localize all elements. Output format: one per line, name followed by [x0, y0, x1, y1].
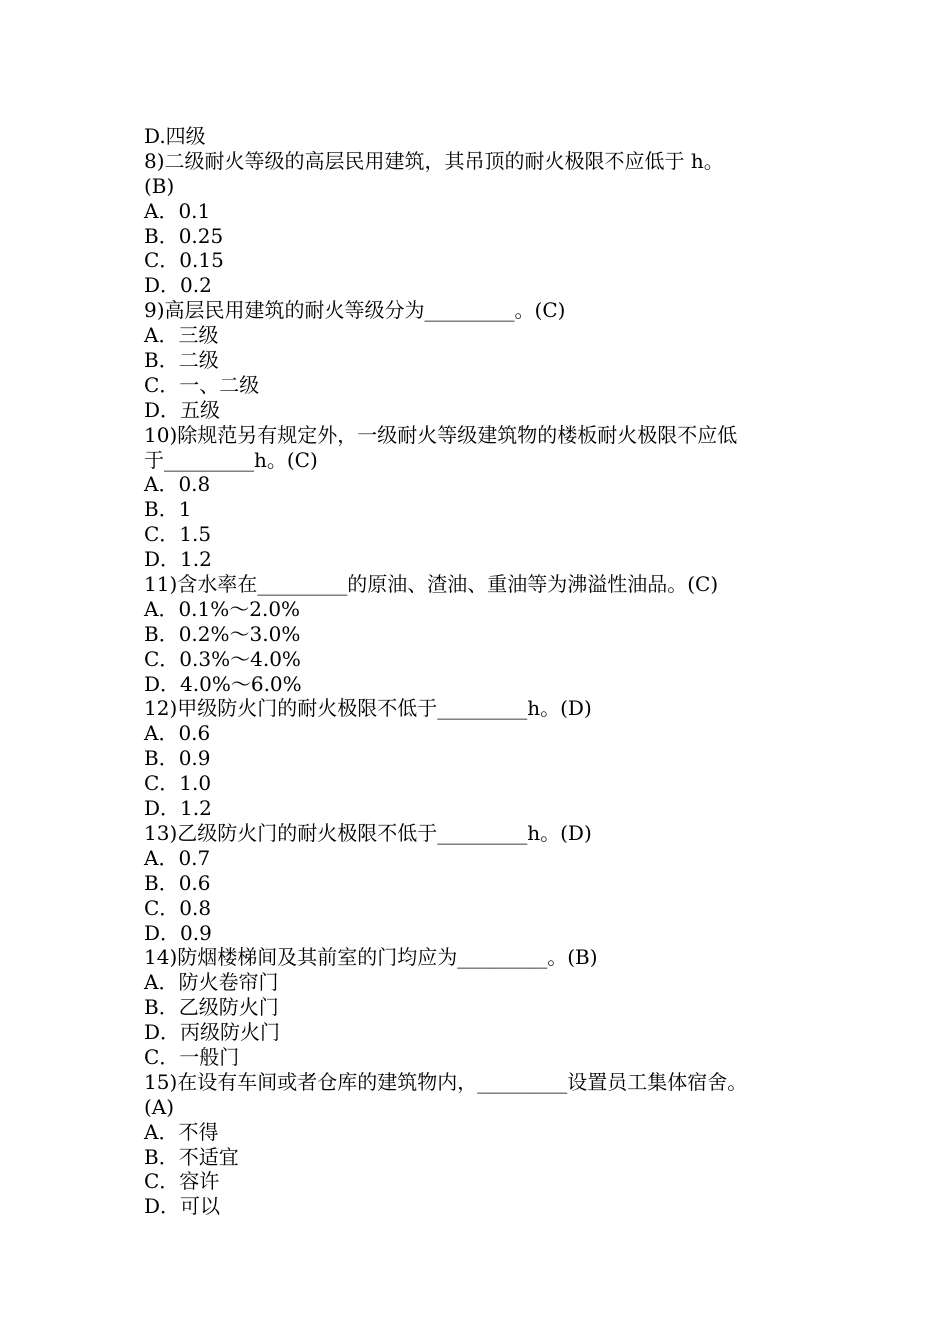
question-10-continued: 于_________h。(C) — [144, 447, 318, 472]
option-line: B．0.9 — [144, 746, 211, 771]
question-10: 10)除规范另有规定外，一级耐火等级建筑物的楼板耐火极限不应低 — [144, 422, 738, 447]
question-14: 14)防烟楼梯间及其前室的门均应为_________。(B) — [144, 945, 598, 970]
option-line: D．1.2 — [144, 796, 212, 821]
question-11: 11)含水率在_________的原油、渣油、重油等为沸溢性油品。(C) — [144, 572, 719, 597]
question-9: 9)高层民用建筑的耐火等级分为_________。(C) — [144, 298, 566, 323]
option-line: B．0.25 — [144, 223, 224, 248]
option-line: A．防火卷帘门 — [144, 970, 279, 995]
answer-key: (A) — [144, 1094, 175, 1119]
option-line: D．丙级防火门 — [144, 1020, 281, 1045]
option-line: D．4.0%～6.0% — [144, 671, 302, 696]
option-line: C．0.8 — [144, 895, 212, 920]
option-line: C．1.5 — [144, 522, 212, 547]
option-line: C．一、二级 — [144, 372, 260, 397]
option-line: A．0.8 — [144, 472, 211, 497]
option-line: D．0.9 — [144, 920, 212, 945]
option-line: B．乙级防火门 — [144, 995, 279, 1020]
option-line: A．0.7 — [144, 845, 211, 870]
option-line: C．容许 — [144, 1169, 220, 1194]
question-15: 15)在设有车间或者仓库的建筑物内，_________设置员工集体宿舍。 — [144, 1069, 748, 1094]
option-line: D．五级 — [144, 397, 221, 422]
option-line: D．0.2 — [144, 273, 212, 298]
option-line: C．1.0 — [144, 771, 212, 796]
option-line: B．0.2%～3.0% — [144, 621, 301, 646]
question-13: 13)乙级防火门的耐火极限不低于_________h。(D) — [144, 820, 592, 845]
option-line: A．不得 — [144, 1119, 219, 1144]
option-line: A．0.1 — [144, 198, 211, 223]
option-line: C．一般门 — [144, 1044, 240, 1069]
option-line: B．二级 — [144, 348, 219, 373]
question-12: 12)甲级防火门的耐火极限不低于_________h。(D) — [144, 696, 592, 721]
option-line: B．0.6 — [144, 870, 211, 895]
document-body — [144, 124, 834, 1219]
option-line: D．1.2 — [144, 547, 212, 572]
option-line: A．0.1%～2.0% — [144, 596, 301, 621]
option-line: C．0.15 — [144, 248, 224, 273]
question-8: 8)二级耐火等级的高层民用建筑，其吊顶的耐火极限不应低于 h。 — [144, 148, 724, 173]
option-line: A．0.6 — [144, 721, 211, 746]
option-line: B．1 — [144, 497, 192, 522]
option-line: D．可以 — [144, 1194, 221, 1219]
option-line: B．不适宜 — [144, 1144, 239, 1169]
answer-key: (B) — [144, 173, 175, 198]
option-line: A．三级 — [144, 323, 219, 348]
option-line: C．0.3%～4.0% — [144, 646, 301, 671]
text-line: D.四级 — [144, 124, 206, 148]
